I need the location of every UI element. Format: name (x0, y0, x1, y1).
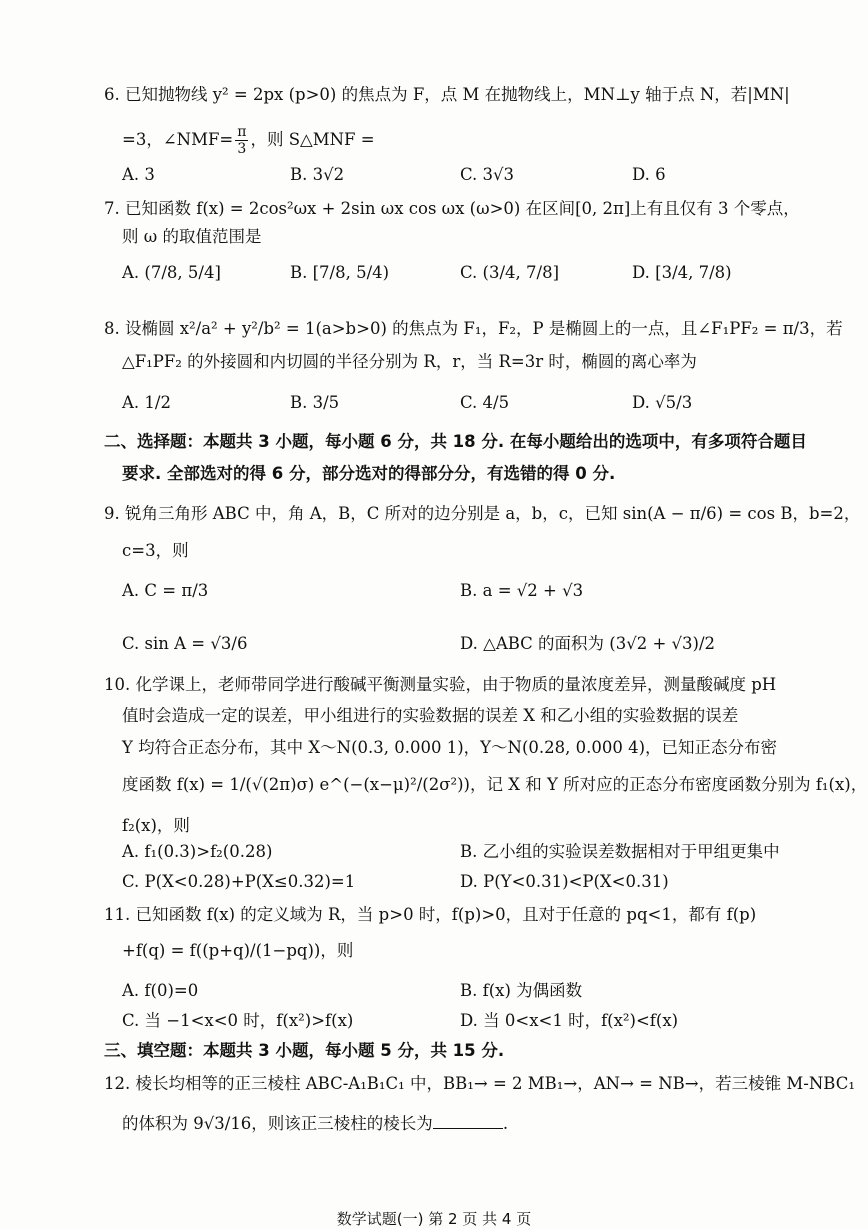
q6-option-d: D. 6 (632, 165, 666, 184)
q7-option-b: B. [7/8, 5/4) (290, 263, 390, 282)
q8-line1: 8. 设椭圆 x²/a² + y²/b² = 1(a>b>0) 的焦点为 F₁，F₂，P 是椭圆上的一点，且∠F₁PF₂ = π/3，若 (104, 319, 843, 338)
section2-heading-line1: 二、选择题：本题共 3 小题，每小题 6 分，共 18 分. 在每小题给出的选项中，有多项符合题目 (104, 432, 807, 451)
q10-line3: Y 均符合正态分布，其中 X～N(0.3, 0.000 1)，Y～N(0.28, 0.000 4)，已知正态分布密 (122, 738, 778, 757)
q10-line1: 10. 化学课上，老师带同学进行酸碱平衡测量实验，由于物质的量浓度差异，测量酸碱度 pH (104, 675, 777, 694)
q11-option-c: C. 当 −1<x<0 时，f(x²)>f(x) (122, 1011, 354, 1030)
q12-line1: 12. 棱长均相等的正三棱柱 ABC-A₁B₁C₁ 中，BB₁→ = 2 MB₁→，AN→ = NB→，若三棱锥 M-NBC₁ (104, 1074, 855, 1093)
q11-line1: 11. 已知函数 f(x) 的定义域为 R，当 p>0 时，f(p)>0，且对于任意的 pq<1，都有 f(p) (104, 905, 757, 924)
q7-option-d: D. [3/4, 7/8) (632, 263, 732, 282)
q7-option-c: C. (3/4, 7/8] (460, 263, 559, 282)
q9-option-c: C. sin A = √3/6 (122, 634, 248, 653)
q8-line2: △F₁PF₂ 的外接圆和内切圆的半径分别为 R，r，当 R=3r 时，椭圆的离心率为 (122, 352, 697, 371)
q6-option-a: A. 3 (122, 165, 155, 184)
page-footer: 数学试题(一) 第 2 页 共 4 页 (336, 1210, 532, 1228)
q8-option-b: B. 3/5 (290, 393, 340, 412)
q11-option-a: A. f(0)=0 (122, 981, 199, 1000)
q10-line2: 值时会造成一定的误差，甲小组进行的实验数据的误差 X 和乙小组的实验数据的误差 (122, 706, 739, 725)
q9-option-d: D. △ABC 的面积为 (3√2 + √3)/2 (460, 634, 716, 653)
q11-option-b: B. f(x) 为偶函数 (460, 981, 583, 1000)
q10-line4: 度函数 f(x) = 1/(√(2π)σ) e^(−(x−μ)²/(2σ²))，记 X 和 Y 所对应的正态分布密度函数分别为 f₁(x)， (122, 775, 868, 794)
q10-option-c: C. P(X<0.28)+P(X≤0.32)=1 (122, 872, 356, 891)
section3-heading: 三、填空题：本题共 3 小题，每小题 5 分，共 15 分. (104, 1041, 505, 1060)
q8-option-d: D. √5/3 (632, 393, 693, 412)
q6-line1: 6. 已知抛物线 y² = 2px (p>0) 的焦点为 F，点 M 在抛物线上，MN⊥y 轴于点 N，若|MN| (104, 85, 790, 104)
q9-option-a: A. C = π/3 (122, 581, 209, 600)
answer-blank (433, 1112, 503, 1129)
q6-line2: =3，∠NMF= $\frac{\pi}{3}$ ，则 S△MNF = (122, 124, 375, 157)
q7-option-a: A. (7/8, 5/4] (122, 263, 221, 282)
q10-option-b: B. 乙小组的实验误差数据相对于甲组更集中 (460, 842, 780, 861)
q11-line2: +f(q) = f((p+q)/(1−pq))，则 (122, 941, 354, 960)
section2-heading-line2: 要求. 全部选对的得 6 分，部分选对的得部分分，有选错的得 0 分. (122, 464, 616, 483)
q10-option-a: A. f₁(0.3)>f₂(0.28) (122, 842, 273, 861)
q7-line2: 则 ω 的取值范围是 (122, 227, 262, 246)
q12-line2: 的体积为 9√3/16，则该正三棱柱的棱长为 . (122, 1114, 509, 1133)
q9-line2: c=3，则 (122, 541, 189, 560)
q7-line1: 7. 已知函数 f(x) = 2cos²ωx + 2sin ωx cos ωx (ω>0) 在区间[0, 2π]上有且仅有 3 个零点， (104, 199, 800, 218)
q9-line1: 9. 锐角三角形 ABC 中，角 A，B，C 所对的边分别是 a，b，c，已知 sin(A − π/6) = cos B，b=2， (104, 504, 861, 523)
q11-option-d: D. 当 0<x<1 时，f(x²)<f(x) (460, 1011, 679, 1030)
q9-option-b: B. a = √2 + √3 (460, 581, 584, 600)
q6-option-b: B. 3√2 (290, 165, 345, 184)
q8-option-a: A. 1/2 (122, 393, 171, 412)
q8-option-c: C. 4/5 (460, 393, 510, 412)
q10-option-d: D. P(Y<0.31)<P(X<0.31) (460, 872, 669, 891)
q10-line5: f₂(x)，则 (122, 816, 190, 835)
q6-option-c: C. 3√3 (460, 165, 515, 184)
